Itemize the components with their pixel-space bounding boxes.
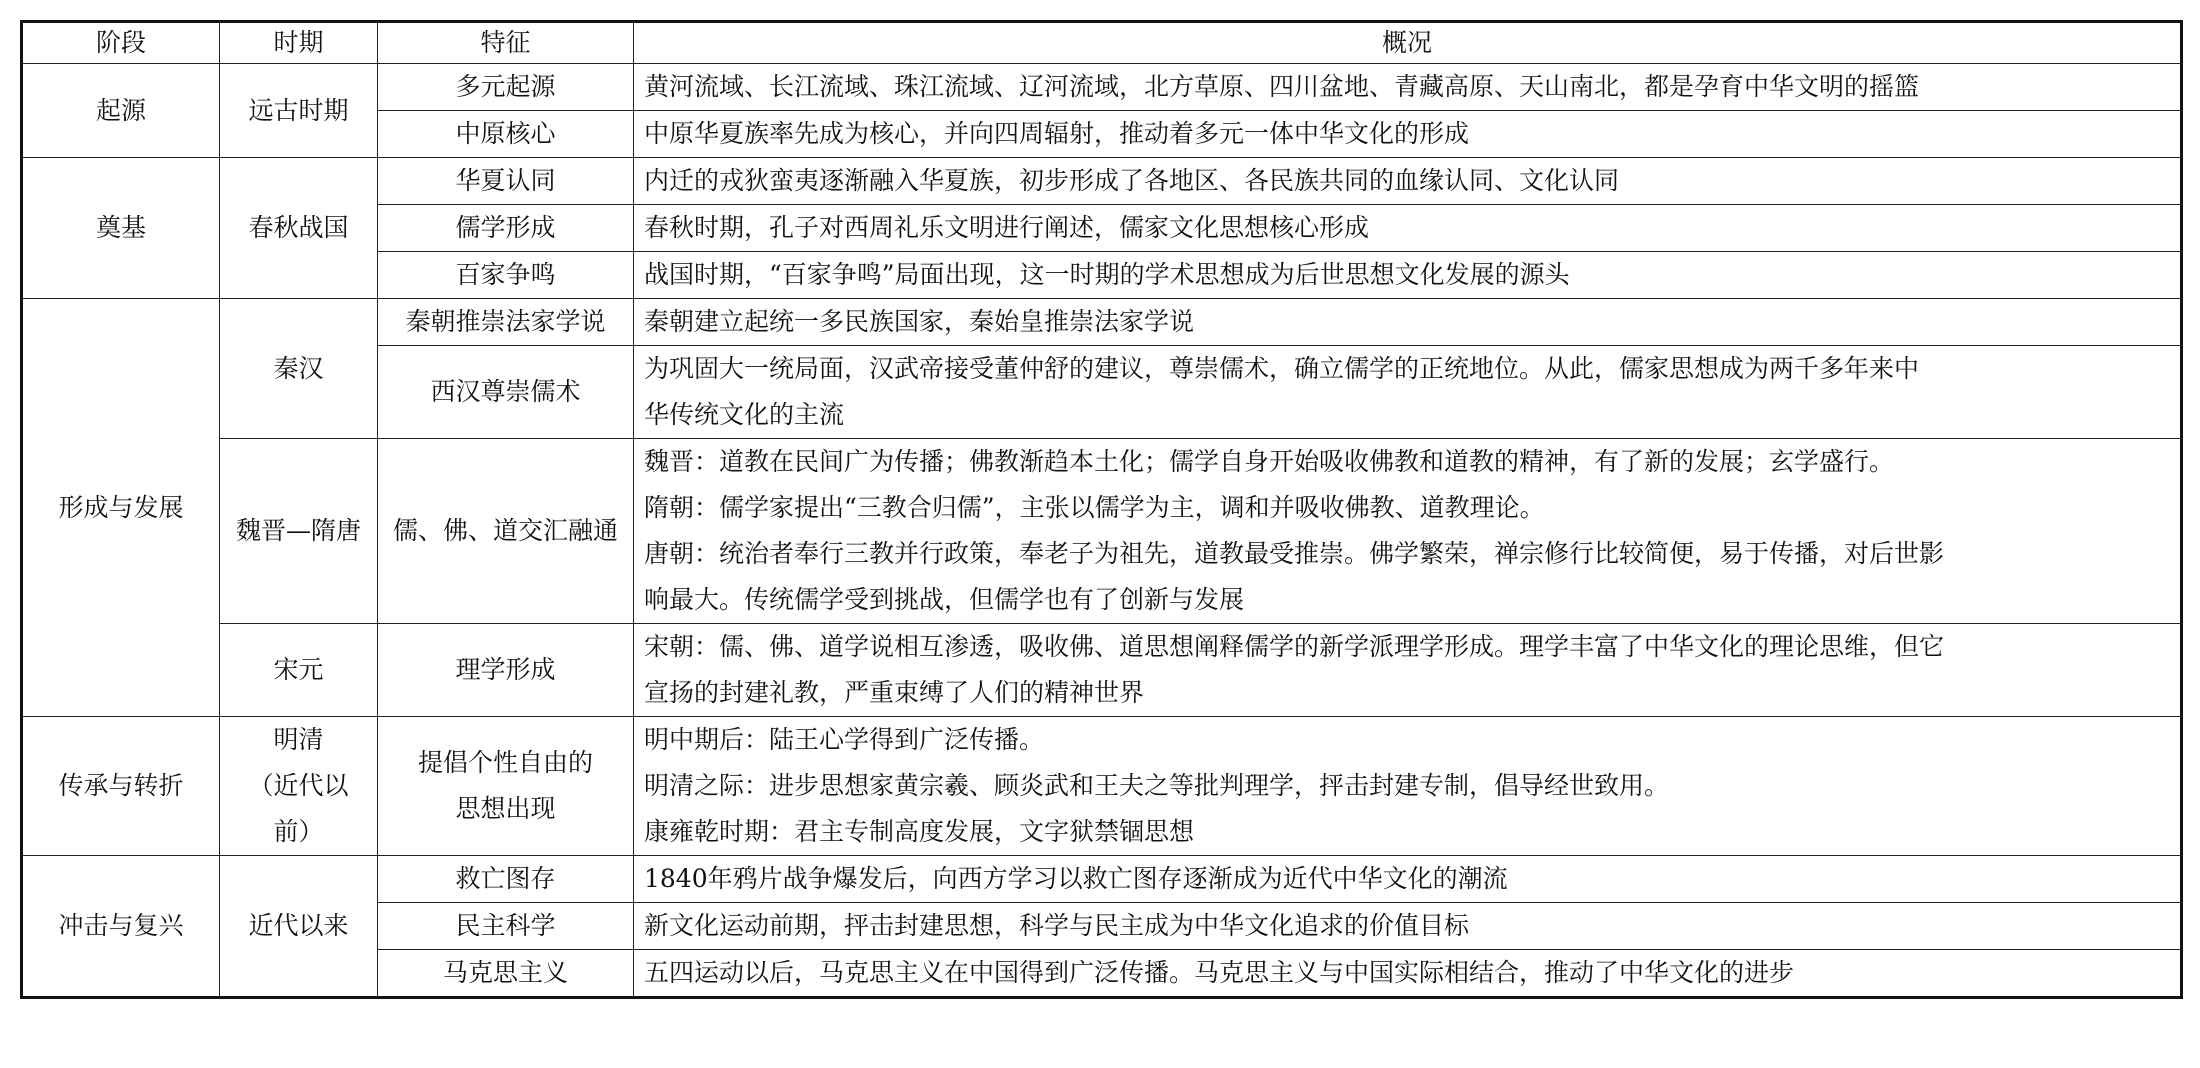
header-period: 时期 [220,22,378,64]
overview-neo-confucianism [634,624,2182,717]
period-spring-autumn: 春秋战国 [220,158,378,299]
table-row [22,717,2182,856]
feature-democracy-science: 民主科学 [378,903,634,950]
stage-origin: 起源 [22,64,220,158]
overview-line: 新文化运动前期，抨击封建思想，科学与民主成为中华文化追求的价值目标 [644,911,1470,940]
header-row [22,22,2182,64]
feature-marxism: 马克思主义 [378,950,634,998]
overview-national-salvation [634,856,2182,903]
table-row [22,439,2182,624]
table-row [22,856,2182,903]
overview-democracy-science [634,903,2182,950]
stage-foundation: 奠基 [22,158,220,299]
feature-line: 提倡个性自由的 [417,748,593,777]
overview-line: 华传统文化的主流 [644,400,845,429]
history-table-container [20,20,2180,999]
overview-individual-freedom [634,717,2182,856]
stage-inherit: 传承与转折 [22,717,220,856]
feature-hundred-schools: 百家争鸣 [378,252,634,299]
overview-qin-legalism [634,299,2182,346]
feature-national-salvation: 救亡图存 [378,856,634,903]
stage-formation: 形成与发展 [22,299,220,717]
overview-line: 明清之际：进步思想家黄宗羲、顾炎武和王夫之等批判理学，抨击封建专制，倡导经世致用。 [644,771,1670,800]
overview-line: 1840年鸦片战争爆发后，向西方学习以救亡图存逐渐成为近代中华文化的潮流 [644,864,1508,893]
table-row [22,64,2182,111]
overview-line: 内迁的戎狄蛮夷逐渐融入华夏族，初步形成了各地区、各民族共同的血缘认同、文化认同 [644,166,1620,195]
feature-neo-confucianism: 理学形成 [378,624,634,717]
overview-central-plains-core [634,111,2182,158]
overview-hundred-schools [634,252,2182,299]
period-song-yuan: 宋元 [220,624,378,717]
overview-line: 康雍乾时期：君主专制高度发展，文字狱禁锢思想 [644,817,1195,846]
chinese-culture-history-table [20,20,2183,999]
overview-line: 明中期后：陆王心学得到广泛传播。 [644,725,1045,754]
table-row [22,158,2182,205]
feature-han-confucianism: 西汉尊崇儒术 [378,346,634,439]
table-row [22,299,2182,346]
overview-three-teachings [634,439,2182,624]
overview-huaxia-identity [634,158,2182,205]
overview-line: 宋朝：儒、佛、道学说相互渗透，吸收佛、道思想阐释儒学的新学派理学形成。理学丰富了中华文化的理论思维，但它 [644,632,1945,661]
feature-pluralistic-origin: 多元起源 [378,64,634,111]
header-overview: 概况 [634,22,2182,64]
overview-line: 中原华夏族率先成为核心，并向四周辐射，推动着多元一体中华文化的形成 [644,119,1470,148]
overview-line: 秦朝建立起统一多民族国家，秦始皇推崇法家学说 [644,307,1195,336]
period-ming-qing [220,717,378,856]
overview-line: 春秋时期，孔子对西周礼乐文明进行阐述，儒家文化思想核心形成 [644,213,1370,242]
period-qin-han: 秦汉 [220,299,378,439]
feature-line: 思想出现 [455,794,556,823]
overview-pluralistic-origin [634,64,2182,111]
overview-line: 宣扬的封建礼教，严重束缚了人们的精神世界 [644,678,1145,707]
stage-impact: 冲击与复兴 [22,856,220,998]
period-line: （近代以前） [248,771,349,846]
overview-line: 五四运动以后，马克思主义在中国得到广泛传播。马克思主义与中国实际相结合，推动了中华文化的进步 [644,958,1795,987]
feature-individual-freedom [378,717,634,856]
overview-marxism [634,950,2182,998]
period-ancient: 远古时期 [220,64,378,158]
overview-line: 唐朝：统治者奉行三教并行政策，奉老子为祖先，道教最受推崇。佛学繁荣，禅宗修行比较简便，易于传播，对后世影 [644,539,1945,568]
header-stage: 阶段 [22,22,220,64]
period-wei-jin-sui-tang: 魏晋—隋唐 [220,439,378,624]
overview-confucian-formation [634,205,2182,252]
feature-three-teachings: 儒、佛、道交汇融通 [378,439,634,624]
period-line: 明清 [273,725,324,754]
header-feature: 特征 [378,22,634,64]
feature-qin-legalism: 秦朝推崇法家学说 [378,299,634,346]
feature-huaxia-identity: 华夏认同 [378,158,634,205]
overview-line: 响最大。传统儒学受到挑战，但儒学也有了创新与发展 [644,585,1245,614]
overview-line: 魏晋：道教在民间广为传播；佛教渐趋本土化；儒学自身开始吸收佛教和道教的精神，有了新的发展；玄学盛行。 [644,447,1895,476]
overview-han-confucianism [634,346,2182,439]
feature-central-plains-core: 中原核心 [378,111,634,158]
overview-line: 隋朝：儒学家提出“三教合归儒”，主张以儒学为主，调和并吸收佛教、道教理论。 [644,493,1545,522]
feature-confucian-formation: 儒学形成 [378,205,634,252]
table-row [22,624,2182,717]
overview-line: 为巩固大一统局面，汉武帝接受董仲舒的建议，尊崇儒术，确立儒学的正统地位。从此，儒家思想成为两千多年来中 [644,354,1920,383]
overview-line: 黄河流域、长江流域、珠江流域、辽河流域，北方草原、四川盆地、青藏高原、天山南北，都是孕育中华文明的摇篮 [644,72,1920,101]
period-modern: 近代以来 [220,856,378,998]
overview-line: 战国时期，“百家争鸣”局面出现，这一时期的学术思想成为后世思想文化发展的源头 [644,260,1570,289]
